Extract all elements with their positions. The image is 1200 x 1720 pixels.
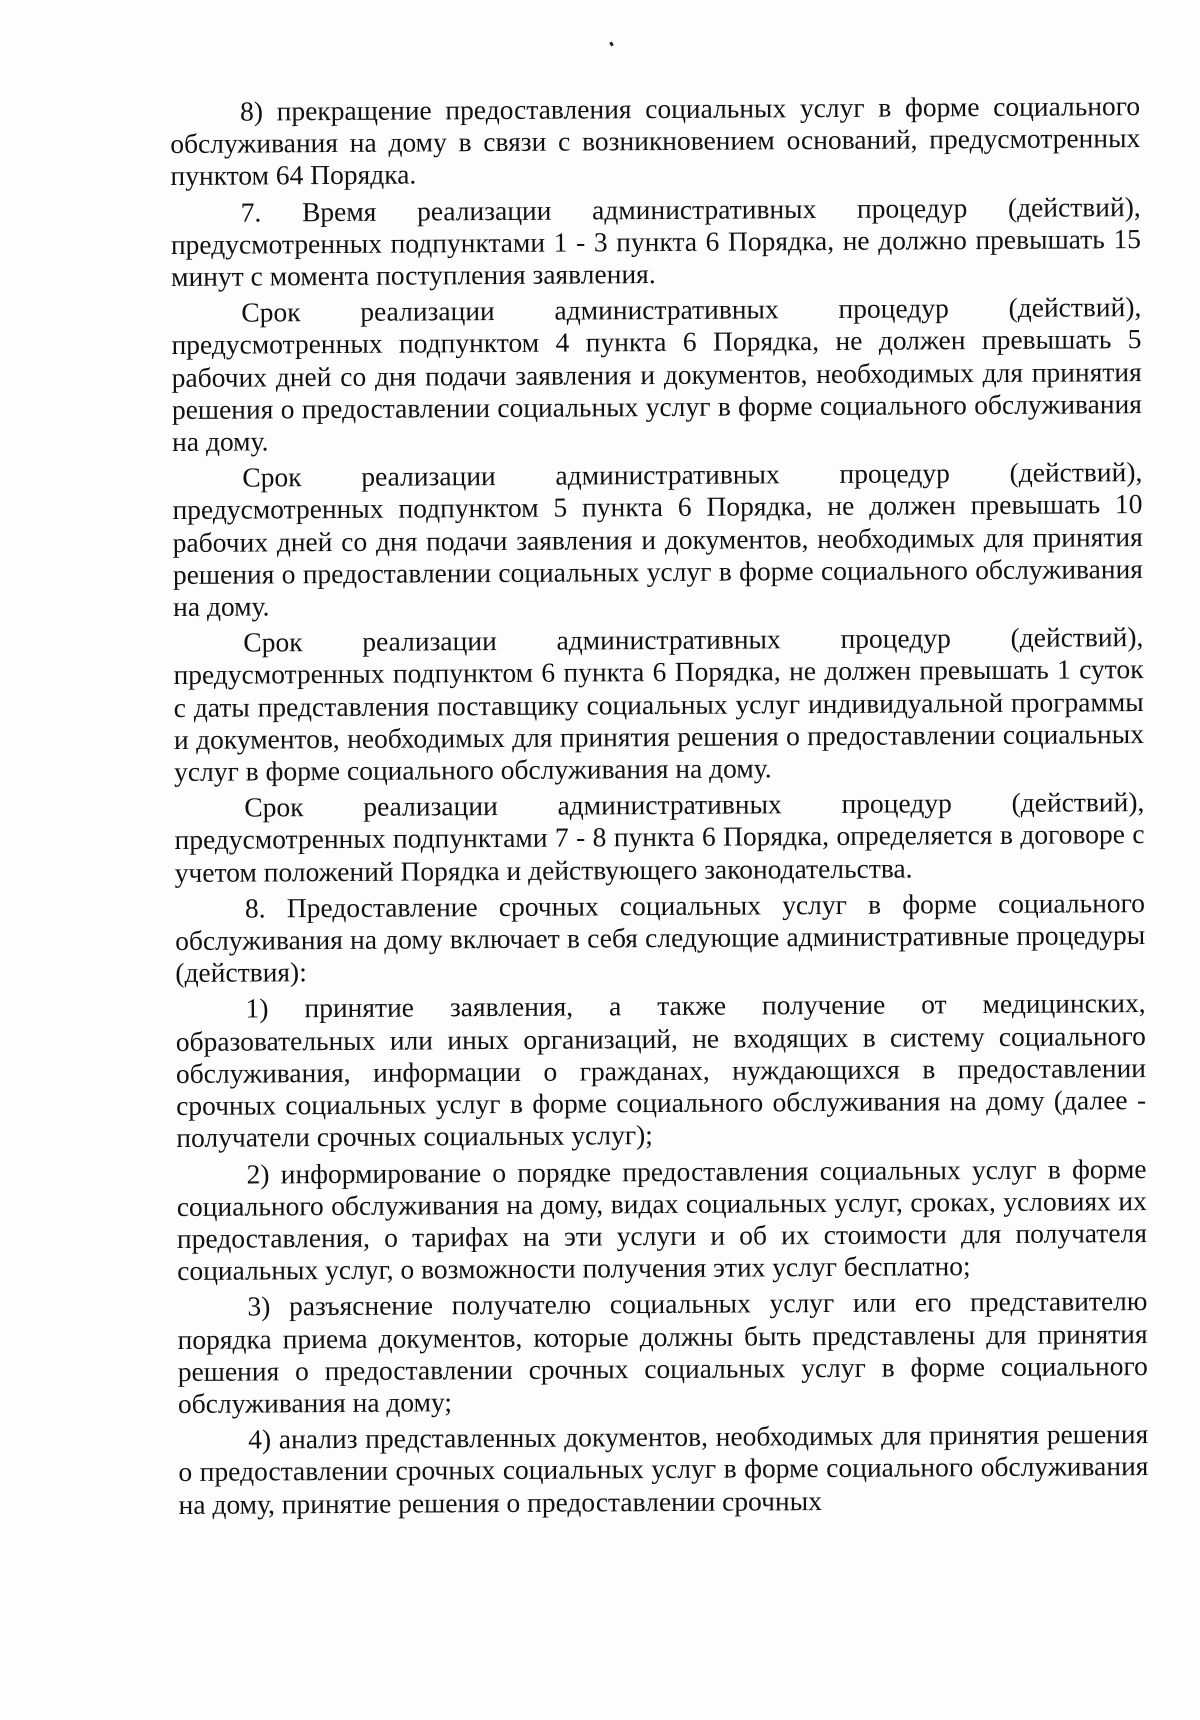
paragraph-deadline-subitem-4: Срок реализации административных процедур (действий), предусмотренных подпунктом 4 пункта 6 Порядка, не должен превышать 5 рабочих дней со дня подачи заявления и документов, необходимых для принятия решения о предоставлении социальных услуг в форме социального обслуживания на дому.	[171, 291, 1142, 458]
scan-speck	[609, 42, 614, 47]
document-body	[170, 90, 1149, 1523]
list-item-3-explanation: 3) разъяснение получателю социальных услуг или его представителю порядка приема документов, которые должны быть представлены для принятия решения о предоставлении срочных социальных услуг в форме социального обслуживания на дому;	[177, 1285, 1148, 1419]
paragraph-deadline-subitem-6: Срок реализации административных процедур (действий), предусмотренных подпунктом 6 пункта 6 Порядка, не должен превышать 1 суток с даты представления поставщику социальных услуг индивидуальной программы и документов, необходимых для принятия решения о предоставлении социальных услуг в форме социального обслуживания на дому.	[173, 621, 1145, 788]
paragraph-deadline-subitem-5: Срок реализации административных процедур (действий), предусмотренных подпунктом 5 пункта 6 Порядка, не должен превышать 10 рабочих дней со дня подачи заявления и документов, необходимых для принятия решения о предоставлении социальных услуг в форме социального обслуживания на дому.	[172, 456, 1143, 623]
paragraph-deadline-subitems-7-8: Срок реализации административных процедур (действий), предусмотренных подпунктами 7 - 8 пункта 6 Порядка, определяется в договоре с учетом положений Порядка и действующего законодательства.	[174, 786, 1145, 888]
paragraph-section-7-time-limit: 7. Время реализации административных процедур (действий), предусмотренных подпунктами 1 - 3 пункта 6 Порядка, не должно превышать 15 минут с момента поступления заявления.	[170, 190, 1141, 293]
list-item-1-application: 1) принятие заявления, а также получение от медицинских, образовательных или иных организаций, не входящих в систему социального обслуживания, информации о гражданах, нуждающихся в предоставлении срочных социальных услуг в форме социального обслуживания на дому (далее - получатели срочных социальных услуг);	[175, 987, 1147, 1154]
paragraph-section-8-urgent-services: 8. Предоставление срочных социальных услуг в форме социального обслуживания на дому включает в себя следующие административные процедуры (действия):	[175, 886, 1146, 989]
paragraph-termination-item-8: 8) прекращение предоставления социальных услуг в форме социального обслуживания на дому в связи с возникновением оснований, предусмотренных пунктом 64 Порядка.	[170, 90, 1141, 192]
list-item-2-informing: 2) информирование о порядке предоставления социальных услуг в форме социального обслуживания на дому, видах социальных услуг, сроках, условиях их предоставления, о тарифах на эти услуги и об их стоимости для получателя социальных услуг, о возможности получения этих услуг бесплатно;	[176, 1152, 1148, 1287]
list-item-4-analysis: 4) анализ представленных документов, необходимых для принятия решения о предоставлении срочных социальных услуг в форме социального обслуживания на дому, принятие решения о предоставлении срочных	[178, 1418, 1149, 1520]
